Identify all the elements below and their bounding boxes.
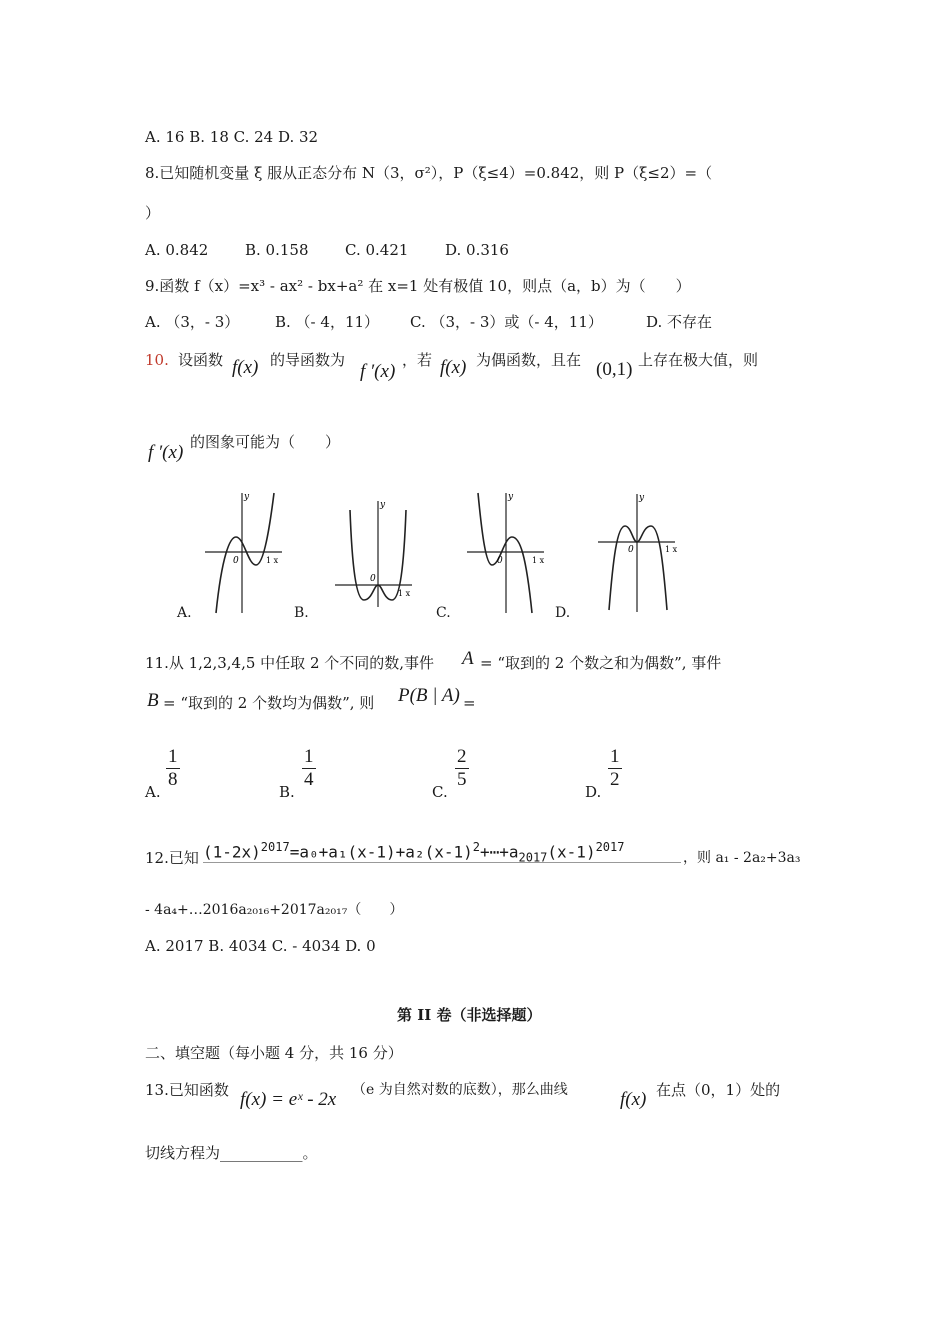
q9-option-d: D. 不存在 — [646, 313, 713, 331]
q11-option-c-den: 5 — [457, 769, 467, 790]
q11-event-b: B — [147, 690, 159, 711]
q10-interval: (0,1) — [596, 359, 633, 380]
q11-option-a-den: 8 — [168, 769, 178, 790]
q13-line2: 切线方程为___________。 — [145, 1144, 318, 1162]
q10-text-4: 为偶函数，且在 — [476, 351, 582, 369]
q11-option-d-num: 1 — [610, 746, 620, 767]
q12-eq-rhs: =a₀+a₁(x-1)+a₂(x-1) — [289, 842, 473, 862]
graph-d-origin: 0 — [628, 545, 634, 555]
part2-title: 第 II 卷（非选择题） — [397, 1006, 542, 1024]
q8-stem: 8.已知随机变量 ξ 服从正态分布 N（3，σ²），P（ξ≤4）=0.842，则 P（ξ≤2）=（ — [145, 164, 713, 182]
q10-fx: f(x) — [232, 357, 259, 378]
q10-fpx: f ′(x) — [360, 361, 396, 382]
q10-text-2: 的导函数为 — [270, 351, 346, 369]
q10-fpx-2: f ′(x) — [148, 442, 184, 463]
graph-d — [595, 490, 685, 615]
q8-option-d: D. 0.316 — [445, 241, 509, 259]
graph-c-origin: 0 — [497, 556, 503, 566]
graph-label-b: B. — [294, 605, 309, 621]
graph-label-d: D. — [555, 605, 571, 621]
q12-eq-lhs-exp: 2017 — [260, 840, 290, 854]
q9-option-a: A. （3，- 3） — [145, 313, 240, 331]
q12-prefix: 12.已知 — [145, 849, 199, 867]
q13-tail: 在点（0，1）处的 — [656, 1081, 781, 1099]
graph-b-x-label: 1 x — [398, 589, 411, 598]
q11-option-d-frac — [608, 746, 622, 791]
q12-eq-lhs: (1-2x) — [203, 842, 261, 862]
q11-option-d-label: D. — [585, 783, 602, 801]
graph-d-x-label: 1 x — [665, 545, 678, 554]
q11-stem-2: = “取到的 2 个数之和为偶数”, 事件 — [480, 654, 722, 672]
q13-prefix: 13.已知函数 — [145, 1081, 229, 1099]
q10-text-5: 上存在极大值，则 — [638, 351, 759, 369]
q11-option-b-frac — [302, 746, 316, 791]
q13-fx: f(x) — [620, 1089, 647, 1110]
q8-option-a: A. 0.842 — [145, 241, 209, 259]
q10-text-1: 设函数 — [178, 351, 224, 369]
q11-event-a: A — [462, 648, 474, 669]
part2-section: 二、填空题（每小题 4 分，共 16 分） — [145, 1044, 403, 1062]
q12-suffix: ，则 a₁ - 2a₂+3a₃ — [683, 850, 801, 866]
q11-eq: = — [463, 694, 476, 712]
graph-c-curve — [478, 493, 532, 613]
q9-stem: 9.函数 f（x）=x³ - ax² - bx+a² 在 x=1 处有极值 10，则点（a，b）为（ ） — [145, 277, 691, 295]
q11-option-d-den: 2 — [610, 769, 620, 790]
q11-option-b-label: B. — [279, 783, 295, 801]
graph-c-y-label: y — [508, 492, 514, 502]
q11-option-c-num: 2 — [457, 746, 467, 767]
graph-b — [330, 495, 420, 610]
graph-b-y-label: y — [380, 500, 386, 510]
graph-c — [462, 485, 552, 615]
q12-equation — [203, 832, 681, 863]
q11-option-b-den: 4 — [304, 769, 314, 790]
q11-option-c-frac — [455, 746, 469, 791]
q10-number: 10. — [145, 351, 169, 369]
q9-option-c: C. （3，- 3）或（- 4，11） — [410, 313, 603, 331]
q11-stem-3: = “取到的 2 个数均为偶数”, 则 — [163, 694, 375, 712]
graph-b-origin: 0 — [370, 574, 376, 584]
graph-d-curve — [609, 526, 667, 610]
q12-eq-exp2: 2017 — [595, 840, 625, 854]
q11-stem-1: 11.从 1,2,3,4,5 中任取 2 个不同的数,事件 — [145, 654, 435, 672]
q11-option-a-frac — [166, 746, 180, 791]
graph-c-x-label: 1 x — [532, 556, 545, 565]
graph-a-curve — [216, 493, 274, 613]
graph-a-y-label: y — [244, 492, 250, 502]
q12-eq-end: (x-1) — [547, 842, 596, 862]
q12-options: A. 2017 B. 4034 C. - 4034 D. 0 — [145, 937, 376, 955]
graph-label-c: C. — [436, 605, 451, 621]
q11-option-a-num: 1 — [168, 746, 178, 767]
graph-label-a: A. — [177, 605, 192, 621]
q7-options: A. 16 B. 18 C. 24 D. 32 — [145, 128, 319, 146]
q8-close: ） — [145, 204, 161, 222]
graph-a — [200, 485, 290, 615]
q12-eq-sub: 2017 — [518, 850, 548, 865]
q13-func: f(x) = eˣ - 2x — [240, 1089, 337, 1110]
q12-eq-exp1: 2 — [472, 840, 480, 854]
q10-fx-2: f(x) — [440, 357, 467, 378]
q8-option-b: B. 0.158 — [245, 241, 309, 259]
q10-text-6: 的图象可能为（ ） — [190, 433, 341, 451]
q13-note: （e 为自然对数的底数），那么曲线 — [352, 1082, 568, 1098]
graph-a-x-label: 1 x — [266, 556, 279, 565]
q9-option-b: B. （- 4，11） — [275, 313, 380, 331]
q11-option-a-label: A. — [145, 783, 161, 801]
q12-line2: - 4a₄+…2016a₂₀₁₆+2017a₂₀₁₇（ ） — [145, 902, 404, 918]
q11-prob: P(B | A) — [398, 685, 460, 706]
q8-option-c: C. 0.421 — [345, 241, 409, 259]
graph-a-origin: 0 — [233, 556, 239, 566]
graph-d-y-label: y — [639, 493, 645, 503]
q11-option-b-num: 1 — [304, 746, 314, 767]
q12-eq-mid: +⋯+a — [479, 842, 519, 862]
q11-option-c-label: C. — [432, 783, 448, 801]
q10-text-3: ，若 — [402, 351, 433, 369]
